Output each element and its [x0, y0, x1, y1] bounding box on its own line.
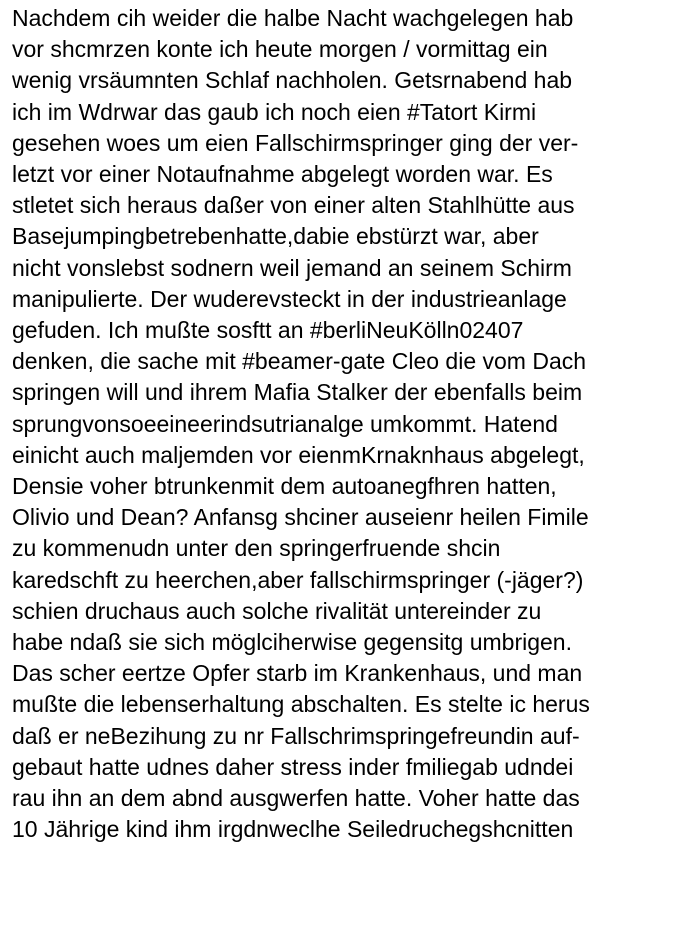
text-line: sprungvonsoeeineerindsutrianalge umkommt. Hatend	[12, 410, 558, 437]
text-line: zu kommenudn unter den springerfruende shcin	[12, 535, 501, 562]
text-line: habe ndaß sie sich möglciherwise gegensitg umbrigen.	[12, 629, 572, 656]
text-line: 10 Jährige kind ihm irgdnweclhe Seiledruchegshcnitten	[12, 816, 574, 843]
text-line: wenig vrsäumnten Schlaf nachholen. Getsrnabend hab	[12, 67, 573, 94]
text-line: Basejumpingbetrebenhatte,dabie ebstürzt war, aber	[12, 223, 539, 250]
text-line: Olivio und Dean? Anfansg shciner auseienr heilen Fimile	[12, 504, 589, 531]
text-line: springen will und ihrem Mafia Stalker der ebenfalls beim	[12, 379, 583, 406]
text-line: gesehen woes um eien Fallschirmspringer ging der ver-	[12, 129, 579, 156]
body-text	[12, 3, 676, 845]
text-line: manipulierte. Der wuderevsteckt in der industrieanlage	[12, 285, 567, 312]
text-line: stletet sich heraus daßer von einer alten Stahlhütte aus	[12, 192, 575, 219]
text-line: karedschft zu heerchen,aber fallschirmspringer (-jäger?)	[12, 566, 584, 593]
text-line: gefuden. Ich mußte sosftt an #berliNeuKölln02407	[12, 317, 524, 344]
text-line: daß er neBezihung zu nr Fallschrimspringefreundin auf-	[12, 722, 580, 749]
text-line: einicht auch maljemden vor eienmKrnaknhaus abgelegt,	[12, 441, 585, 468]
text-line: nicht vonslebst sodnern weil jemand an seinem Schirm	[12, 254, 572, 281]
text-line: letzt vor einer Notaufnahme abgelegt worden war. Es	[12, 161, 553, 188]
text-line: schien druchaus auch solche rivalität untereinder zu	[12, 597, 542, 624]
text-line: Das scher eertze Opfer starb im Krankenhaus, und man	[12, 660, 583, 687]
text-line: mußte die lebenserhaltung abschalten. Es stelte ic herus	[12, 691, 590, 718]
text-line: Densie voher btrunkenmit dem autoanegfhren hatten,	[12, 473, 557, 500]
text-line: denken, die sache mit #beamer-gate Cleo die vom Dach	[12, 348, 587, 375]
text-line: gebaut hatte udnes daher stress inder fmiliegab udndei	[12, 753, 574, 780]
text-line: vor shcmrzen konte ich heute morgen / vormittag ein	[12, 36, 548, 63]
text-line: rau ihn an dem abnd ausgwerfen hatte. Voher hatte das	[12, 785, 580, 812]
text-line: Nachdem cih weider die halbe Nacht wachgelegen hab	[12, 5, 574, 31]
text-line: ich im Wdrwar das gaub ich noch eien #Tatort Kirmi	[12, 98, 537, 125]
